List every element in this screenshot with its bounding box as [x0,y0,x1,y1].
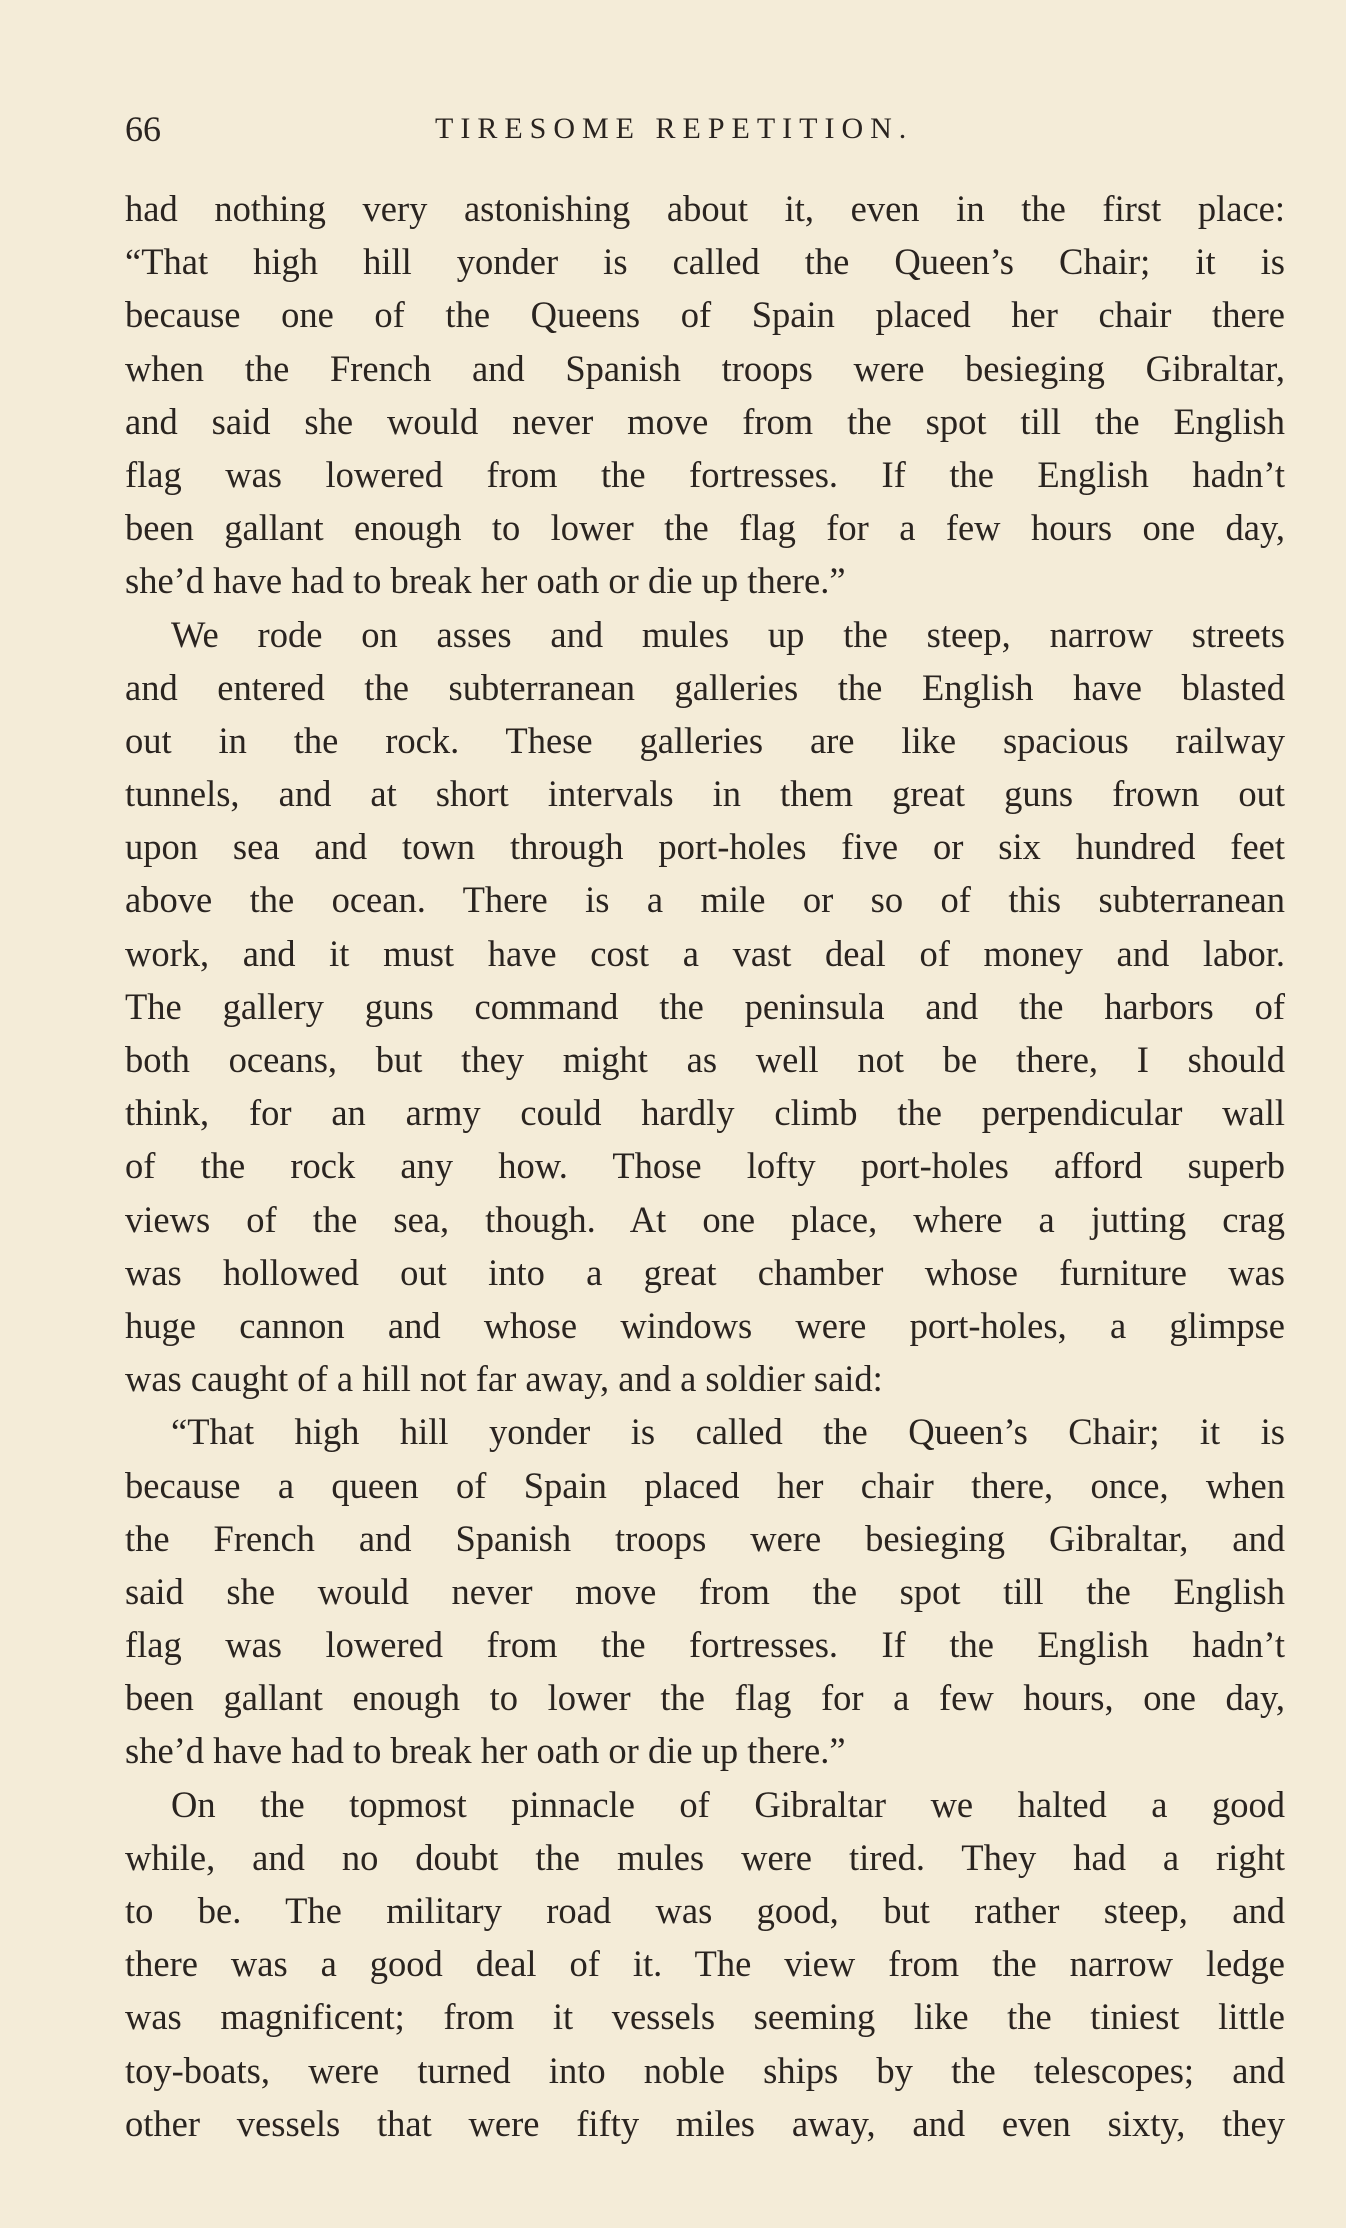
text-line: was hollowed out into a great chamber whose furniture was [125,1251,1285,1293]
text-line: flag was lowered from the fortresses. If the English hadn’t [125,453,1285,495]
text-line: been gallant enough to lower the flag for a few hours, one day, [125,1677,1285,1719]
text-line: had nothing very astonishing about it, even in the first place: [125,188,1285,229]
text-line: tunnels, and at short intervals in them great guns frown out [125,773,1285,815]
text-line: “That high hill yonder is called the Queen’s Chair; it is [125,241,1285,283]
text-line: there was a good deal of it. The view from the narrow ledge [125,1943,1285,1985]
text-line: to be. The military road was good, but rather steep, and [125,1890,1285,1931]
text-line: out in the rock. These galleries are like spacious railway [125,719,1285,761]
text-line: the French and Spanish troops were besieging Gibraltar, and [125,1517,1285,1559]
text-line: “That high hill yonder is called the Queen’s Chair; it is [171,1411,1285,1453]
text-line: both oceans, but they might as well not be there, I should [125,1039,1285,1080]
text-line: other vessels that were fifty miles away, and even sixty, they [125,2102,1285,2144]
text-line: she’d have had to break her oath or die up there.” [125,560,846,602]
body-text [125,182,1285,2150]
text-line: On the topmost pinnacle of Gibraltar we halted a good [171,1783,1285,1825]
text-line: above the ocean. There is a mile or so of this subterranean [125,879,1285,921]
text-line: flag was lowered from the fortresses. If the English hadn’t [125,1624,1285,1666]
text-line: been gallant enough to lower the flag for a few hours one day, [125,507,1285,549]
running-head [125,104,1285,154]
text-line: she’d have had to break her oath or die up there.” [125,1730,846,1772]
text-line: toy-boats, were turned into noble ships by the telescopes; and [125,2049,1285,2091]
text-line: views of the sea, though. At one place, where a jutting crag [125,1198,1285,1240]
text-line: because one of the Queens of Spain placed her chair there [125,294,1285,336]
text-line: said she would never move from the spot till the English [125,1570,1285,1612]
text-line: because a queen of Spain placed her chair there, once, when [125,1464,1285,1506]
text-line: and entered the subterranean galleries the English have blasted [125,666,1285,708]
text-line: upon sea and town through port-holes five or six hundred feet [125,826,1285,868]
text-line: and said she would never move from the spot till the English [125,400,1285,442]
running-title: TIRESOME REPETITION. [435,112,914,145]
text-line: work, and it must have cost a vast deal of money and labor. [125,932,1285,974]
page-number: 66 [125,109,161,149]
text-line: think, for an army could hardly climb the perpendicular wall [125,1092,1285,1134]
text-line: We rode on asses and mules up the steep, narrow streets [171,613,1285,655]
text-line: of the rock any how. Those lofty port-holes afford superb [125,1145,1285,1187]
text-line: while, and no doubt the mules were tired. They had a right [125,1836,1285,1878]
text-line: was magnificent; from it vessels seeming like the tiniest little [125,1996,1285,2038]
text-line: huge cannon and whose windows were port-holes, a glimpse [125,1304,1285,1346]
text-line: when the French and Spanish troops were besieging Gibraltar, [125,347,1285,389]
text-line: The gallery guns command the peninsula and the harbors of [125,985,1285,1027]
text-line: was caught of a hill not far away, and a soldier said: [125,1358,883,1400]
